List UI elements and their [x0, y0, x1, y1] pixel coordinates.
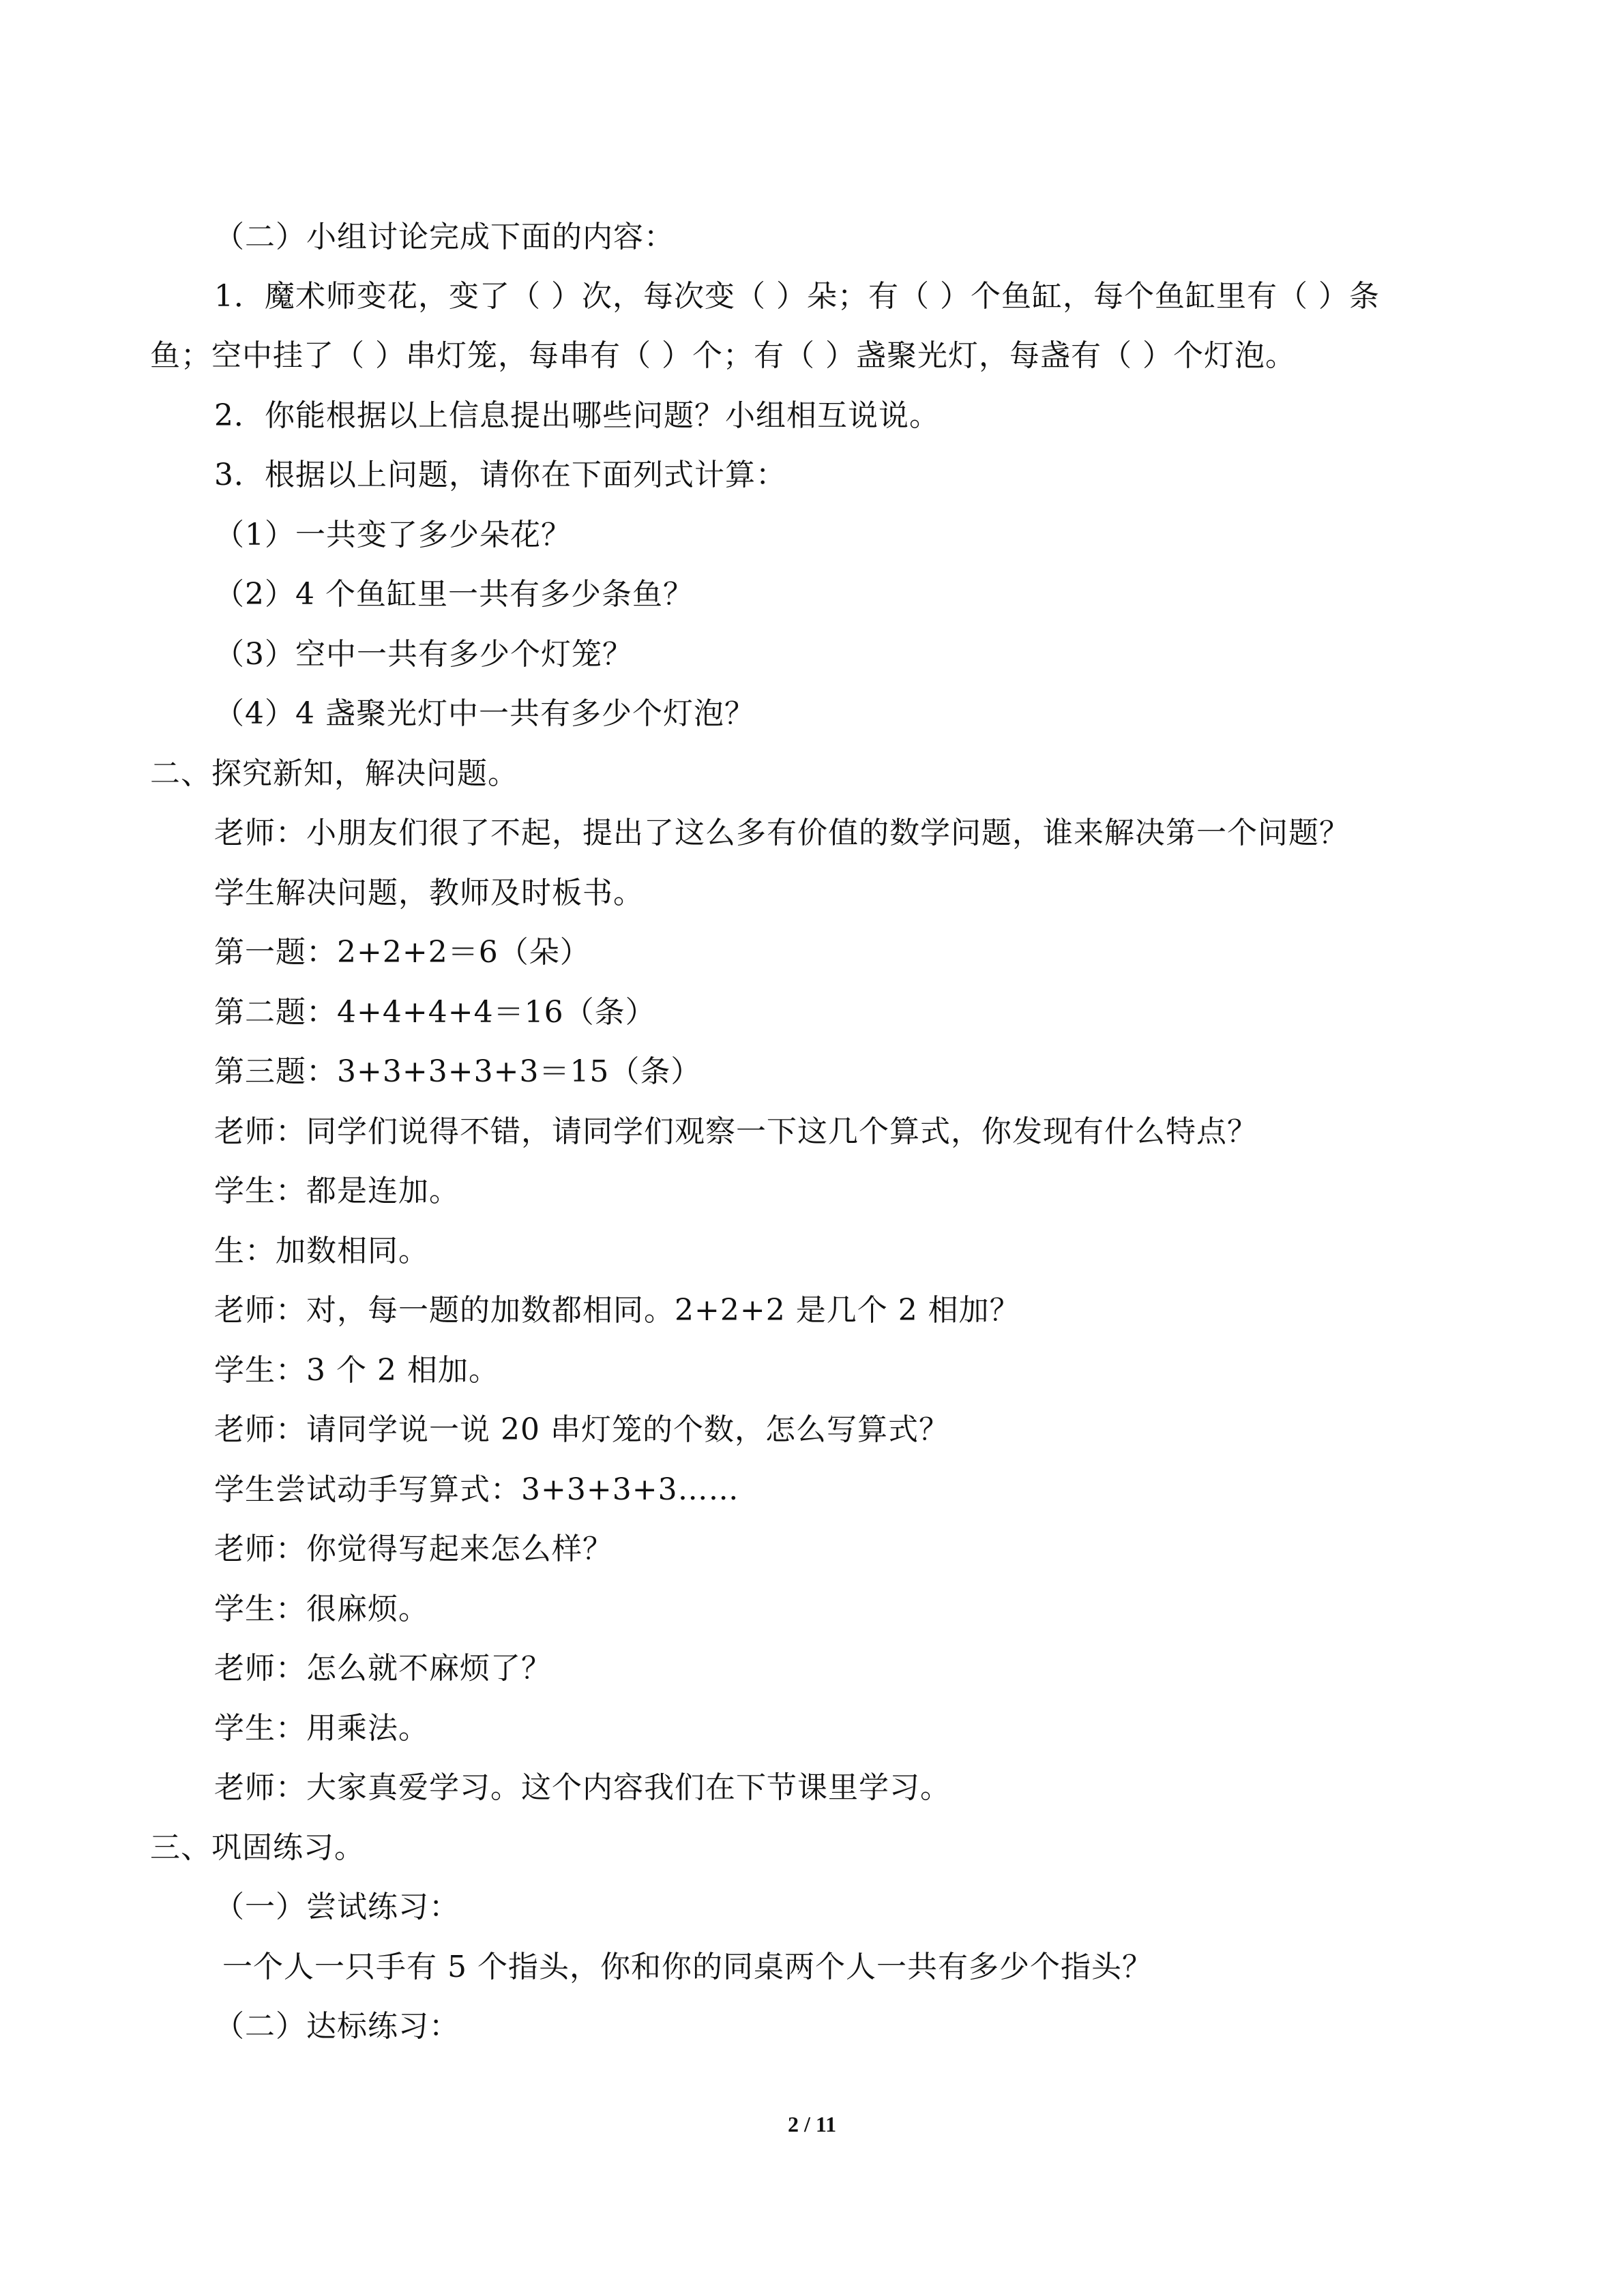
dialogue-line: 学生：3 个 2 相加。 — [214, 1353, 499, 1388]
dialogue-line: 老师：小朋友们很了不起，提出了这么多有价值的数学问题，谁来解决第一个问题？ — [214, 816, 1350, 850]
dialogue-line: 老师：大家真爱学习。这个内容我们在下节课里学习。 — [214, 1770, 951, 1805]
equation-line: 第一题：2+2+2＝6（朵） — [214, 935, 591, 970]
paragraph-line: 鱼；空中挂了（ ）串灯笼，每串有（ ）个；有（ ）盏聚光灯，每盏有（ ）个灯泡。 — [150, 338, 1296, 373]
dialogue-line: 学生尝试动手写算式：3+3+3+3…… — [214, 1472, 739, 1507]
dialogue-line: 老师：对，每一题的加数都相同。2+2+2 是几个 2 相加？ — [214, 1293, 1020, 1328]
paragraph-line: 学生解决问题，教师及时板书。 — [214, 876, 644, 910]
dialogue-line: 生：加数相同。 — [214, 1234, 429, 1268]
subsection-heading: （一）尝试练习： — [214, 1890, 460, 1924]
subsection-heading: （二）达标练习： — [214, 2009, 460, 2044]
paragraph-line: 3．根据以上问题，请你在下面列式计算： — [214, 458, 786, 492]
paragraph-line: 1．魔术师变花，变了（ ）次，每次变（ ）朵；有（ ）个鱼缸，每个鱼缸里有（ ）条 — [214, 279, 1380, 314]
paragraph-line: 一个人一只手有 5 个指头，你和你的同桌两个人一共有多少个指头？ — [222, 1950, 1153, 1984]
subsection-heading: （二）小组讨论完成下面的内容： — [214, 220, 675, 254]
page-number: 2 / 11 — [787, 2112, 837, 2136]
question-item: （3）空中一共有多少个灯笼？ — [214, 637, 633, 672]
paragraph-line: 2．你能根据以上信息提出哪些问题？小组相互说说。 — [214, 398, 940, 433]
section-heading: 二、探究新知，解决问题。 — [150, 756, 518, 791]
dialogue-line: 学生：都是连加。 — [214, 1174, 460, 1208]
dialogue-line: 学生：很麻烦。 — [214, 1592, 429, 1626]
equation-line: 第二题：4+4+4+4＝16（条） — [214, 995, 656, 1030]
dialogue-line: 老师：怎么就不麻烦了？ — [214, 1651, 552, 1686]
equation-line: 第三题：3+3+3+3+3＝15（条） — [214, 1054, 702, 1089]
section-heading: 三、巩固练习。 — [150, 1830, 365, 1865]
dialogue-line: 老师：你觉得写起来怎么样？ — [214, 1532, 613, 1566]
dialogue-line: 老师：同学们说得不错，请同学们观察一下这几个算式，你发现有什么特点？ — [214, 1114, 1258, 1149]
dialogue-line: 老师：请同学说一说 20 串灯笼的个数，怎么写算式？ — [214, 1412, 949, 1447]
question-item: （2）4 个鱼缸里一共有多少条鱼？ — [214, 577, 694, 612]
question-item: （4）4 盏聚光灯中一共有多少个灯泡？ — [214, 696, 755, 731]
question-item: （1）一共变了多少朵花？ — [214, 518, 572, 552]
dialogue-line: 学生：用乘法。 — [214, 1711, 429, 1746]
